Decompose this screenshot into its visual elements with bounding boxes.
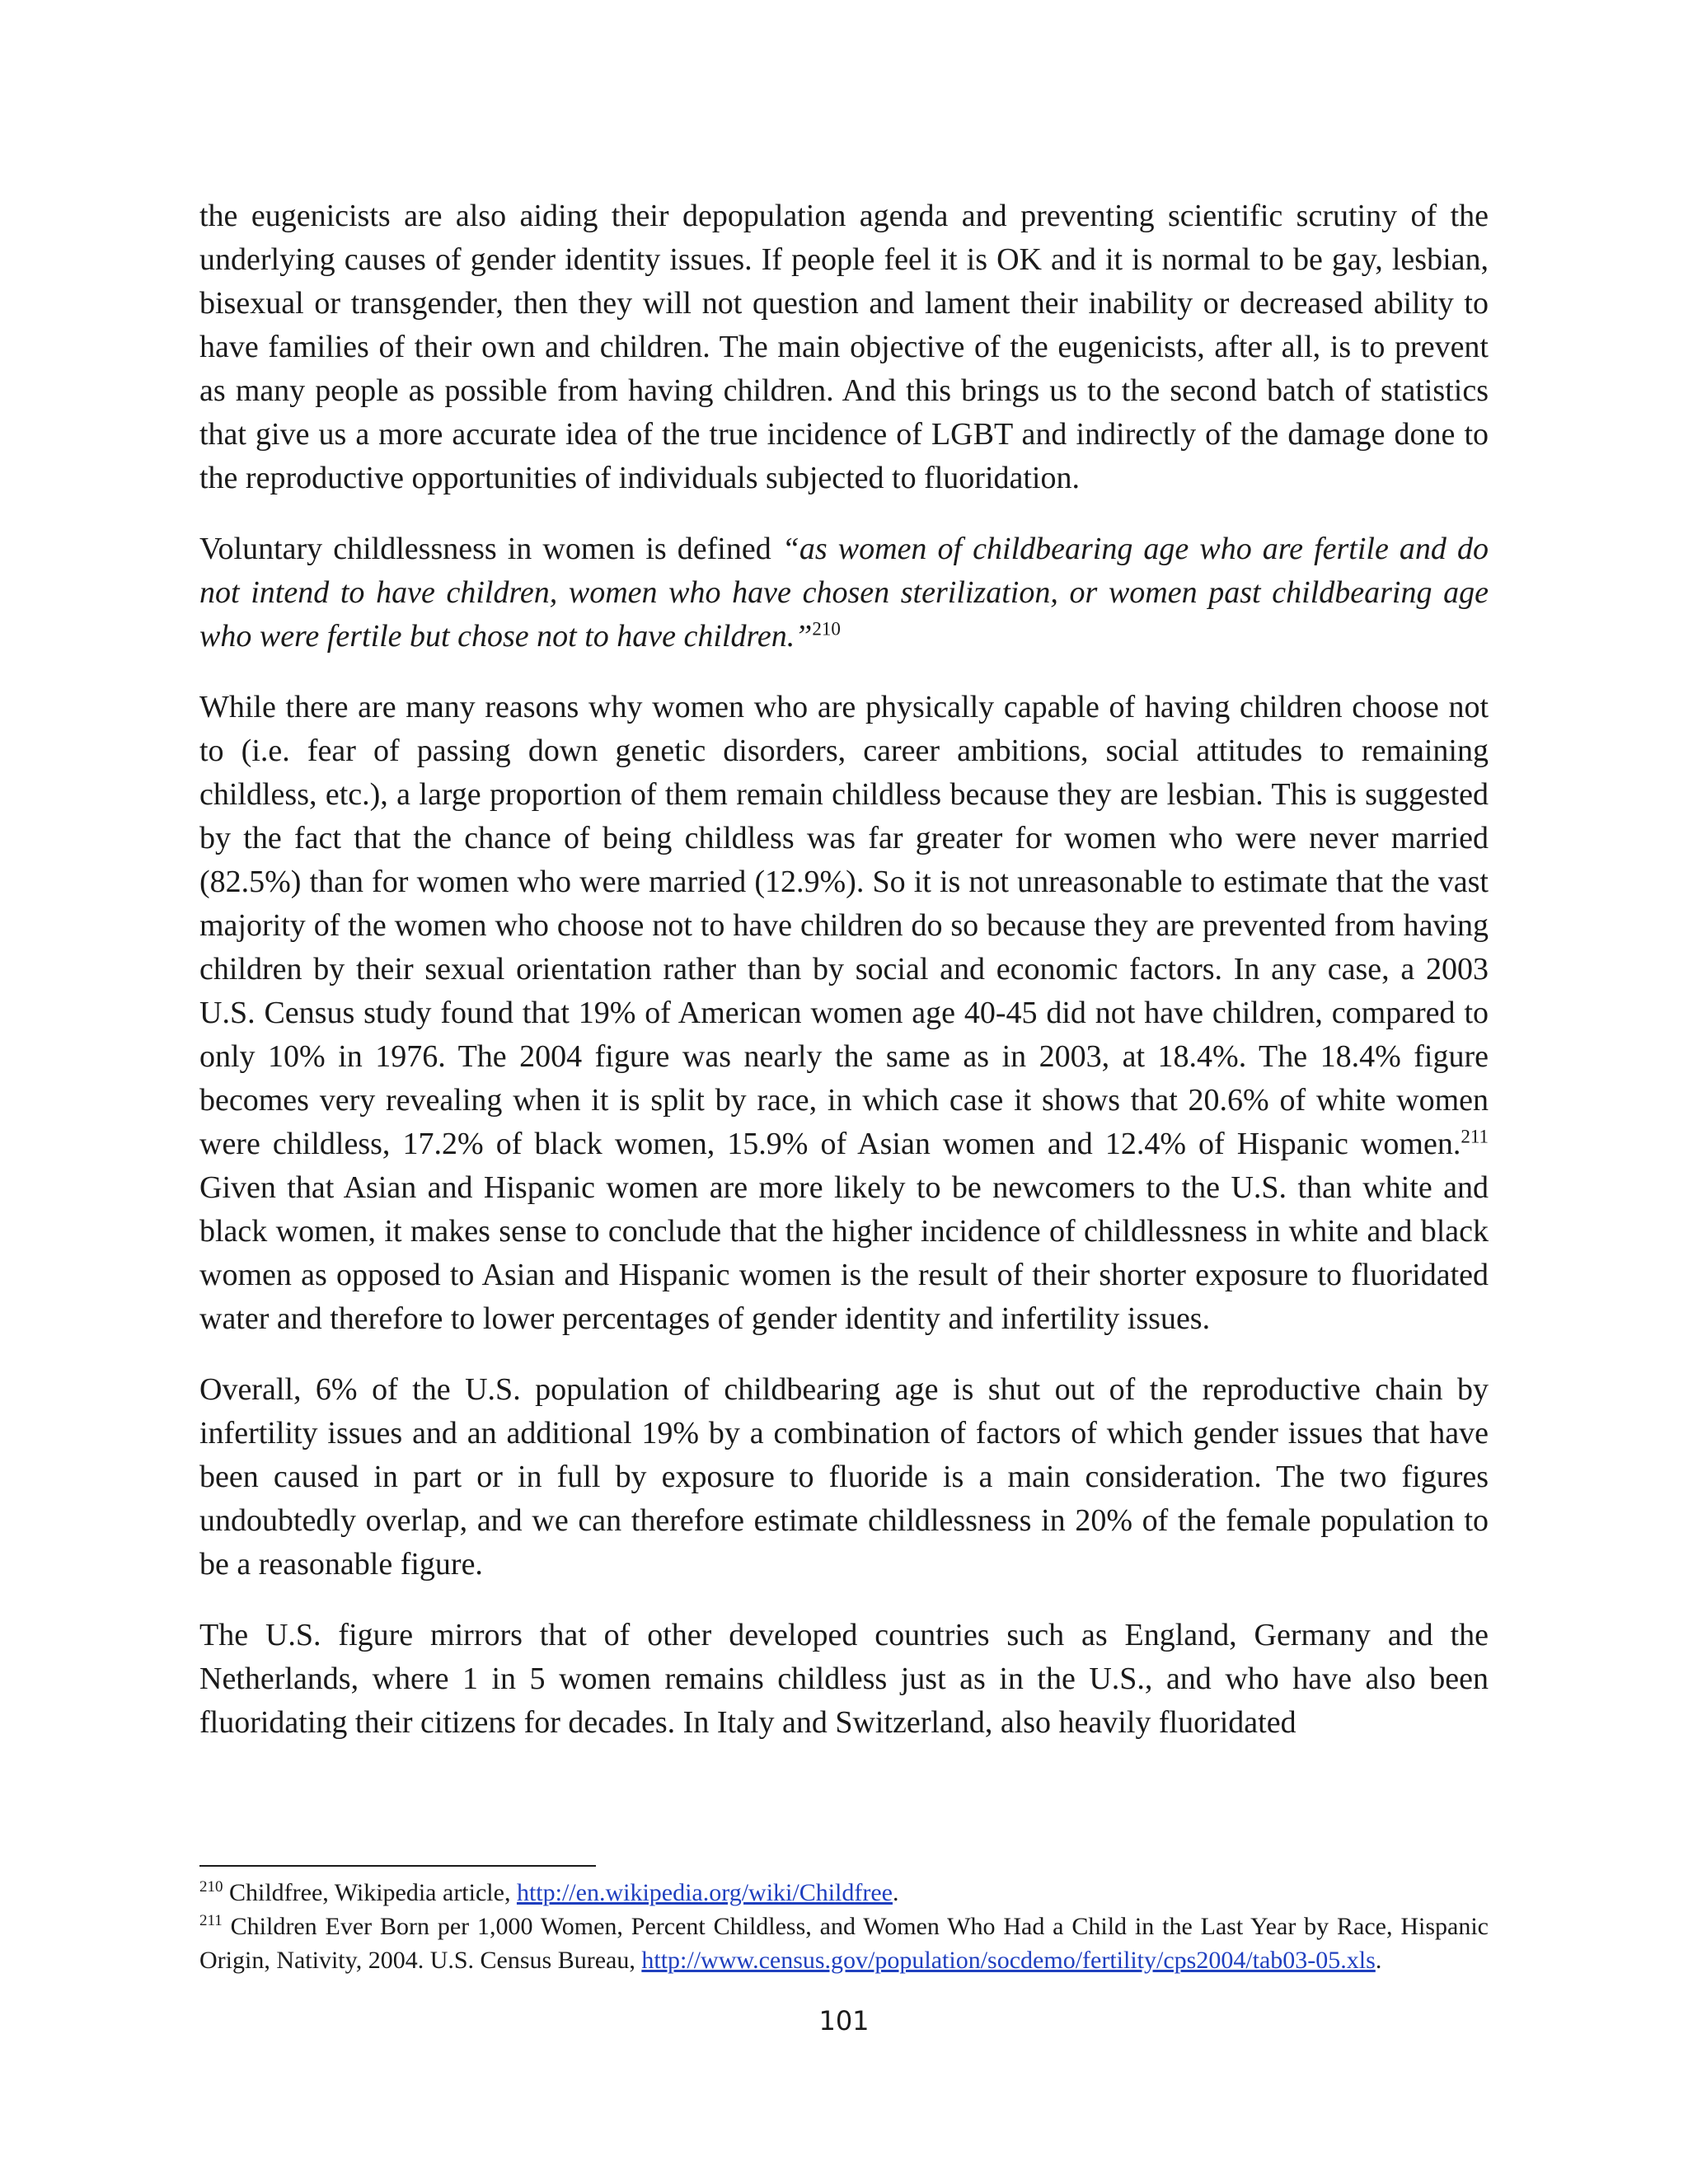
paragraph-lead-text: Voluntary childlessness in women is defined: [199, 532, 782, 566]
footnote-separator: [199, 1865, 596, 1867]
footnote-tail: .: [893, 1879, 899, 1906]
paragraph-voluntary-childlessness: [199, 527, 1489, 658]
paragraph-overall-figures: [199, 1368, 1489, 1586]
footnote-reference-210[interactable]: 210: [812, 618, 841, 640]
paragraph-developed-countries: [199, 1614, 1489, 1745]
footnote-211: [199, 1910, 1489, 1977]
footnote-link-census[interactable]: http://www.census.gov/population/socdemo/fertility/cps2004/tab03-05.xls: [641, 1947, 1376, 1974]
paragraph-text: The U.S. figure mirrors that of other developed countries such as England, Germany and the Netherlands, where 1 in 5 women remains childless just as in the U.S., and who have also been fluoridating their citizens for decades. In Italy and Switzerland, also heavily fluoridated: [199, 1618, 1489, 1740]
footnote-link-wikipedia[interactable]: http://en.wikipedia.org/wiki/Childfree: [516, 1879, 893, 1906]
footnote-number: 211: [199, 1912, 223, 1929]
footnote-text: Children Ever Born per 1,000 Women, Percent Childless, and Women Who Had a Child in the Last Year by Race, Hispanic Origin, Nativity, 2004. U.S. Census Bureau,: [199, 1913, 1489, 1974]
body-text: [199, 194, 1489, 1772]
footnotes: [199, 1876, 1489, 1977]
paragraph-text: the eugenicists are also aiding their depopulation agenda and preventing scientific scrutiny of the underlying causes of gender identity issues. If people feel it is OK and it is normal to be gay, lesbian, bisexual or transgender, then they will not question and lament their inability or decreased ability to have families of their own and children. The main objective of the eugenicists, after all, is to prevent as many people as possible from having children. And this brings us to the second batch of statistics that give us a more accurate idea of the true incidence of LGBT and indirectly of the damage done to the reproductive opportunities of individuals subjected to fluoridation.: [199, 199, 1489, 495]
paragraph-reasons-statistics: [199, 686, 1489, 1341]
footnote-text: Childfree, Wikipedia article,: [223, 1879, 517, 1906]
paragraph-text: While there are many reasons why women who are physically capable of having children choose not to (i.e. fear of passing down genetic disorders, career ambitions, social attitudes to remaining childless, etc.), a large proportion of them remain childless because they are lesbian. This is suggested by the fact that the chance of being childless was far greater for women who were never married (82.5%) than for women who were married (12.9%). So it is not unreasonable to estimate that the vast majority of the women who choose not to have children do so because they are prevented from having children by their sexual orientation rather than by social and economic factors. In any case, a 2003 U.S. Census study found that 19% of American women age 40-45 did not have children, compared to only 10% in 1976. The 2004 figure was nearly the same as in 2003, at 18.4%. The 18.4% figure becomes very revealing when it is split by race, in which case it shows that 20.6% of white women were childless, 17.2% of black women, 15.9% of Asian women and 12.4% of Hispanic women.: [199, 690, 1489, 1161]
footnote-210: [199, 1876, 1489, 1910]
paragraph-eugenicists: [199, 194, 1489, 500]
page-number: 101: [818, 2005, 870, 2036]
paragraph-text-continued: Given that Asian and Hispanic women are more likely to be newcomers to the U.S. than white and black women, it makes sense to conclude that the higher incidence of childlessness in white and black women as opposed to Asian and Hispanic women is the result of their shorter exposure to fluoridated water and therefore to lower percentages of gender identity and infertility issues.: [199, 1170, 1489, 1336]
footnote-number: 210: [199, 1878, 223, 1896]
paragraph-text: Overall, 6% of the U.S. population of childbearing age is shut out of the reproductive chain by infertility issues and an additional 19% by a combination of factors of which gender issues that have been caused in part or in full by exposure to fluoride is a main consideration. The two figures undoubtedly overlap, and we can therefore estimate childlessness in 20% of the female population to be a reasonable figure.: [199, 1372, 1489, 1582]
footnote-reference-211[interactable]: 211: [1461, 1126, 1489, 1147]
definition-quote: “as women of childbearing age who are fertile and do not intend to have children, women who have chosen sterilization, or women past childbearing age who were fertile but chose not to have children.”: [199, 532, 1489, 654]
footnote-tail: .: [1375, 1947, 1382, 1974]
